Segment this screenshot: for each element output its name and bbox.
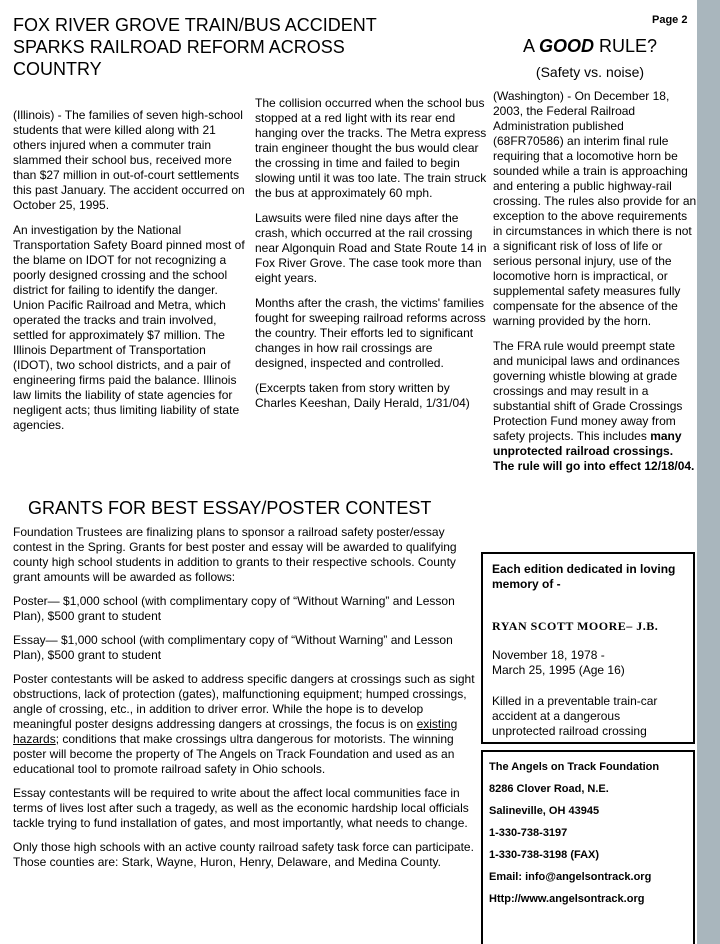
existing-hazards-text: existing hazards [13,717,458,746]
contact-phone: 1-330-738-3197 [489,827,568,839]
grants-intro: Foundation Trustees are finalizing plans to sponsor a railroad safety poster/essay contest in the Spring. Grants for best poster and essay will be awarded to qualifying county high school students in addition to grants to their respective schools. County grant amounts will be awarded as follows: [13,525,457,584]
grants-title: GRANTS FOR BEST ESSAY/POSTER CONTEST [28,498,432,518]
grants-counties: Only those high schools with an active county railroad safety task force can participate. Those counties are: Stark, Wayne, Huron, Henry, Delaware, and Medina County. [13,840,474,869]
article-paragraph: (Illinois) - The families of seven high-school students that were killed along with 21 others injured when a commuter train slammed their school bus, received more than $27 million in out-of-court settlements this past January. The accident occurred on October 25, 1995. [13,108,245,212]
good-rule-paragraph: (Washington) - On December 18, 2003, the Federal Railroad Administration published (68FR70586) an interim final rule requiring that a locomotive horn be sounded while a train is approaching and entering a public highway-rail crossing. The rules also provide for an exception to the above requirements in circumstances in which there is not a significant risk of loss of life or serious personal injury, use of the locomotive horn is impractical, or supplemental safety measures fully compensate for the absence of the warning provided by the horn. [493,89,697,328]
good-rule-column [493,89,697,484]
memorial-name: RYAN SCOTT MOORE– J.B. [492,619,659,633]
contact-fax: 1-330-738-3198 (FAX) [489,849,600,861]
memorial-dates: November 18, 1978 - March 25, 1995 (Age 16) [492,648,625,677]
article-paragraph: Lawsuits were filed nine days after the crash, which occurred at the rail crossing near Algonquin Road and State Route 14 in Fox River Grove. The case took more than eight years. [255,211,487,285]
article-column-1 [13,108,245,443]
contact-website[interactable]: Http://www.angelsontrack.org [489,893,645,905]
memorial-note: Killed in a preventable train-car accident at a dangerous unprotected railroad crossing [492,694,658,738]
memorial-heading: Each edition dedicated in loving memory of - [492,562,676,591]
page-number: Page 2 [652,14,688,26]
article-headline: FOX RIVER GROVE TRAIN/BUS ACCIDENT SPARKS RAILROAD REFORM ACROSS COUNTRY [13,15,377,79]
contact-box [481,750,695,944]
good-rule-subtitle: (Safety vs. noise) [535,64,645,80]
grants-body [13,525,478,879]
memorial-box [481,552,695,744]
article-paragraph: An investigation by the National Transportation Safety Board pinned most of the blame on IDOT for not recognizing a poorly designed crossing and the school district for failing to identify the danger. Union Pacific Railroad and Metra, which operated the tracks and train involved, settled for approximately $7 million. The Illinois Department of Transportation (IDOT), two school districts, and a pair of engineering firms paid the balance. Illinois law limits the liability of state agencies for negligent acts; thus limiting liability of state agencies. [13,223,245,432]
contact-email[interactable]: Email: info@angelsontrack.org [489,871,652,883]
contact-city: Salineville, OH 43945 [489,805,600,817]
article-column-2 [255,96,487,421]
grants-poster-requirements: Poster contestants will be asked to address specific dangers at crossings such as sight obstructions, lack of protection (gates), malfunctioning equipment; humped crossings, angle of crossing, etc., in addition to driver error. While the hope is to develop meaningful poster designs addressing dangers at crossings, the focus is on existing hazards; conditions that make crossings ultra dangerous for motorists. The winning poster will become the property of The Angels on Track Foundation and used as an educational tool to promote railroad safety in Ohio schools. [13,672,475,776]
contact-address: 8286 Clover Road, N.E. [489,783,609,795]
grants-essay-requirements: Essay contestants will be required to write about the affect local communities face in terms of lives lost after such a tragedy, as well as the economic hardship local officials tackle trying to fund installation of gates, and most importantly, what needs to change. [13,786,469,830]
article-paragraph: Months after the crash, the victims' families fought for sweeping railroad reforms across the country. Their efforts led to significant changes in how rail crossings are designed, inspected and controlled. [255,296,486,370]
article-citation: (Excerpts taken from story written by Charles Keeshan, Daily Herald, 1/31/04) [255,381,470,410]
sidebar-strip [697,0,720,944]
good-rule-title: A GOOD RULE? [522,36,658,56]
contact-org: The Angels on Track Foundation [489,761,660,773]
grants-poster: Poster— $1,000 school (with complimentary copy of “Without Warning” and Lesson Plan), $500 grant to student [13,594,455,623]
grants-essay: Essay— $1,000 school (with complimentary copy of “Without Warning” and Lesson Plan), $500 grant to student [13,633,453,662]
article-paragraph: The collision occurred when the school bus stopped at a red light with its rear end hanging over the tracks. The Metra express train engineer thought the bus would clear the crossing in time and failed to begin slowing until it was too late. The train struck the bus at approximately 60 mph. [255,96,487,200]
good-rule-paragraph: The FRA rule would preempt state and municipal laws and ordinances governing whistle blowing at grade crossings and may result in a substantial shift of Grade Crossings Protection Fund money away from safety projects. This includes many unprotected railroad crossings. The rule will go into effect 12/18/04. [493,339,695,473]
